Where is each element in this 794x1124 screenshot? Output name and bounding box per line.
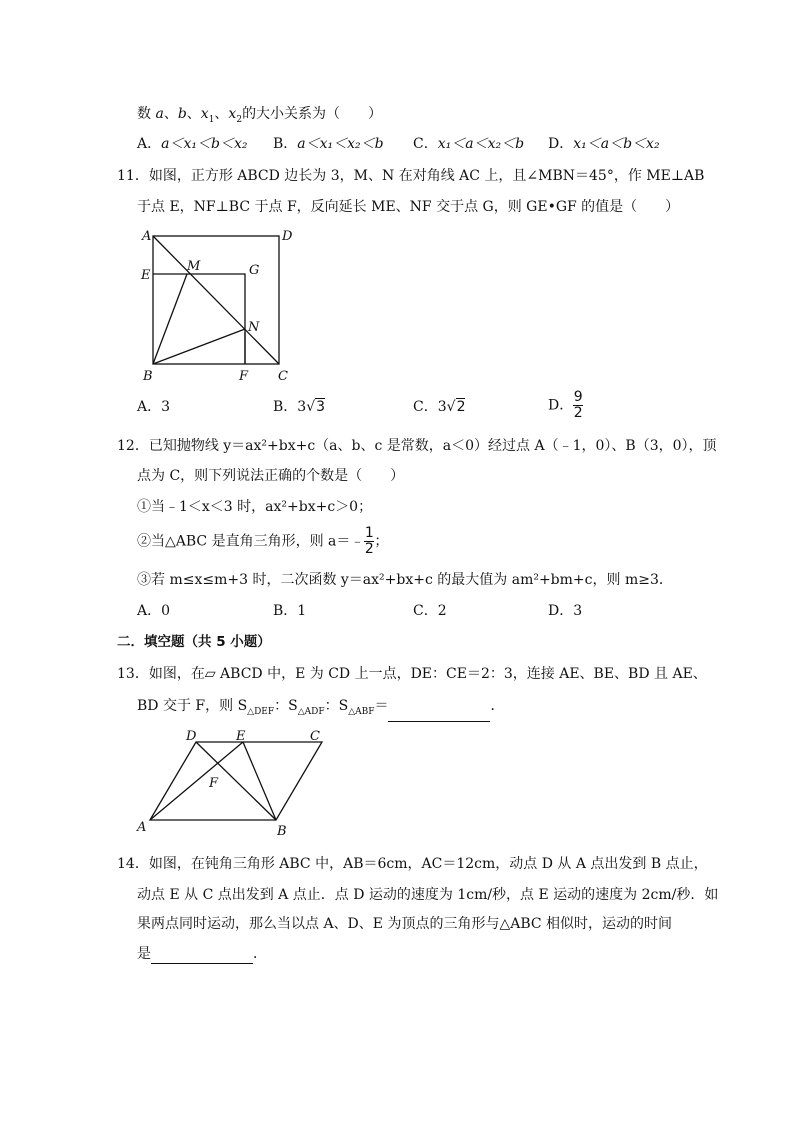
label-f: F — [239, 369, 249, 384]
q11-option-c: C．3√2 — [413, 399, 466, 415]
label-c: C — [278, 369, 288, 384]
label-b: B — [143, 369, 153, 384]
q12-stem-line2: 点为 C，则下列说法正确的个数是（ ） — [137, 468, 405, 484]
segment-ae — [150, 742, 243, 820]
q14-stem-line3: 果两点同时运动，那么当以点 A、D、E 为顶点的三角形与△ABC 相似时，运动的时间 — [137, 916, 673, 932]
q14-stem-line4: 是 ． — [137, 946, 267, 962]
q12-option-d: D．3 — [548, 603, 583, 619]
label-n: N — [248, 320, 260, 335]
q13-figure — [130, 726, 330, 838]
q14-answer-blank — [151, 947, 253, 964]
q12-statement-3: ③若 m≤x≤m+3 时，二次函数 y＝ax²+bx+c 的最大值为 am²+bm+c，则 m≥3． — [137, 572, 673, 588]
segment-e-g-f — [153, 274, 245, 364]
section-fill-in-heading: 二．填空题（共 5 小题） — [117, 634, 271, 650]
segment-bn — [153, 329, 245, 364]
q11-option-d: D． $\frac{9}{2}$ — [548, 389, 583, 421]
q11-stem-line1: 11．如图，正方形 ABCD 边长为 3，M、N 在对角线 AC 上，且∠MBN＝45°，作 ME⊥AB — [117, 168, 705, 184]
q12-option-b: B．1 — [273, 603, 307, 619]
q13-stem-line2: BD 交于 F，则 $S_{\triangle DEF}$：$S_{\triangle ADF}$：$S_{\triangle ABF}=$ ． — [137, 696, 504, 722]
diagonal-ac — [153, 236, 279, 364]
q12-statement-1: ①当﹣1＜x＜3 时，ax²+bx+c＞0； — [137, 499, 373, 515]
label-m: M — [187, 259, 201, 274]
label-a: A — [137, 820, 147, 835]
q14-stem-line1: 14．如图，在钝角三角形 ABC 中，AB＝6cm，AC＝12cm，动点 D 从 A 点出发到 B 点止， — [117, 856, 708, 872]
q11-option-b: B．3√3 — [273, 399, 326, 415]
q12-stem-line1: 12．已知抛物线 y＝ax²+bx+c（a、b、c 是常数，a＜0）经过点 A（﹣1，0）、B（3，0），顶 — [117, 438, 717, 454]
q10-option-d: D．x₁＜a＜b＜x₂ — [548, 136, 660, 152]
label-e: E — [236, 729, 246, 744]
q10-option-c: C．x₁＜a＜x₂＜b — [413, 136, 525, 152]
segment-bm — [153, 274, 187, 364]
segment-bd — [196, 742, 276, 820]
label-b: B — [277, 824, 287, 838]
q12-statement-2: ②当△ABC 是直角三角形，则 a＝﹣ $\frac{1}{2}$ ； — [137, 525, 389, 557]
label-c: C — [310, 729, 320, 744]
label-d: D — [186, 729, 197, 744]
q10-option-b: B．a＜x₁＜x₂＜b — [273, 136, 384, 152]
q12-option-c: C．2 — [413, 603, 447, 619]
q10-stem-continuation: 数 a、b、$x_1$、$x_2$的大小关系为（ ） — [137, 106, 383, 125]
label-d: D — [282, 229, 293, 244]
q11-option-a: A．3 — [137, 399, 171, 415]
label-e: E — [141, 268, 151, 283]
q11-figure — [135, 222, 295, 386]
label-g: G — [249, 263, 260, 278]
q13-answer-blank — [388, 705, 490, 722]
q13-stem-line1: 13．如图，在▱ ABCD 中，E 为 CD 上一点，DE：CE＝2：3，连接 AE、BE、BD 且 AE、 — [117, 666, 707, 682]
q11-stem-line2: 于点 E，NF⊥BC 于点 F，反向延长 ME、NF 交于点 G，则 GE•GF 的值是（ ） — [137, 199, 680, 215]
q14-stem-line2: 动点 E 从 C 点出发到 A 点止．点 D 运动的速度为 1cm/秒，点 E 运动的速度为 2cm/秒．如 — [137, 887, 719, 903]
segment-be — [243, 742, 276, 820]
q10-option-a: A．a＜x₁＜b＜x₂ — [137, 136, 248, 152]
q12-option-a: A．0 — [137, 603, 171, 619]
label-a: A — [142, 229, 152, 244]
label-f: F — [209, 776, 219, 791]
